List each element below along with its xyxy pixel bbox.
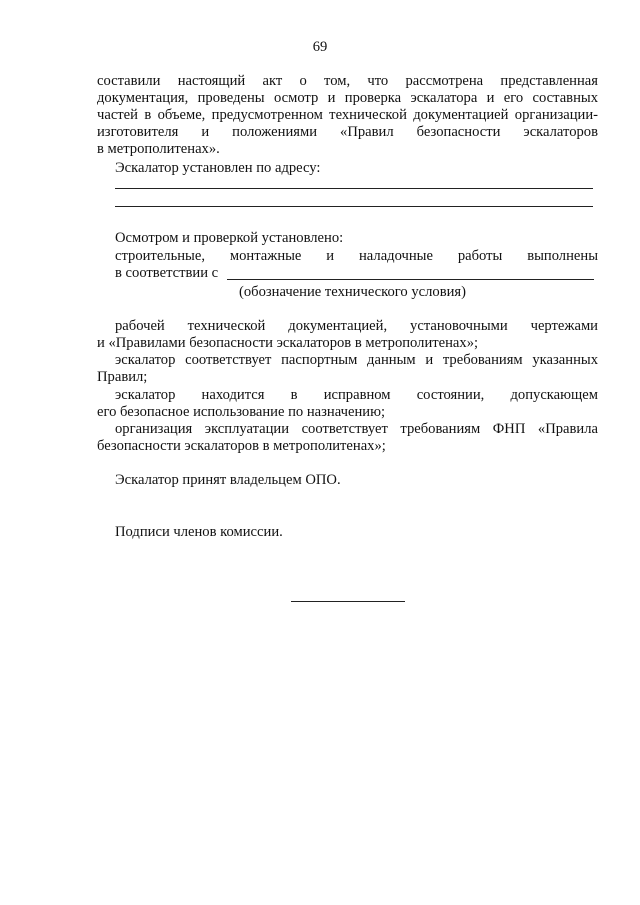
tech-condition-blank [227, 279, 594, 280]
finding-line-2: и «Правилами безопасности эскалаторов в метрополитенах»; [97, 335, 479, 351]
acceptance-statement: Эскалатор принят владельцем ОПО. [115, 472, 341, 488]
finding-line-4: Правил; [97, 369, 148, 385]
intro-line-1: составили настоящий акт о том, что рассмотрена представленная [97, 73, 598, 89]
tech-condition-caption: (обозначение технического условия) [239, 284, 466, 300]
works-line: строительные, монтажные и наладочные работы выполнены [115, 248, 598, 264]
finding-line-1: рабочей технической документацией, установочными чертежами [115, 318, 598, 334]
intro-line-3: частей в объеме, предусмотренном технической документацией организации- [97, 107, 598, 123]
intro-line-4: изготовителя и положениями «Правил безопасности эскалаторов [97, 124, 598, 140]
intro-line-5: в метрополитенах». [97, 141, 220, 157]
closing-rule [291, 601, 405, 602]
intro-line-2: документация, проведены осмотр и проверка эскалатора и его составных [97, 90, 598, 106]
finding-line-7: организация эксплуатации соответствует требованиям ФНП «Правила [115, 421, 598, 437]
finding-line-5: эскалатор находится в исправном состоянии, допускающем [115, 387, 598, 403]
page-number: 69 [312, 39, 328, 55]
conformity-prefix: в соответствии с [115, 265, 219, 281]
address-label: Эскалатор установлен по адресу: [115, 160, 321, 176]
address-blank-line-1 [115, 188, 593, 189]
finding-line-6: его безопасное использование по назначению; [97, 404, 386, 420]
finding-line-3: эскалатор соответствует паспортным данным и требованиям указанных [115, 352, 598, 368]
signatures-label: Подписи членов комиссии. [115, 524, 283, 540]
inspection-heading: Осмотром и проверкой установлено: [115, 230, 344, 246]
finding-line-8: безопасности эскалаторов в метрополитенах»; [97, 438, 386, 454]
address-blank-line-2 [115, 206, 593, 207]
